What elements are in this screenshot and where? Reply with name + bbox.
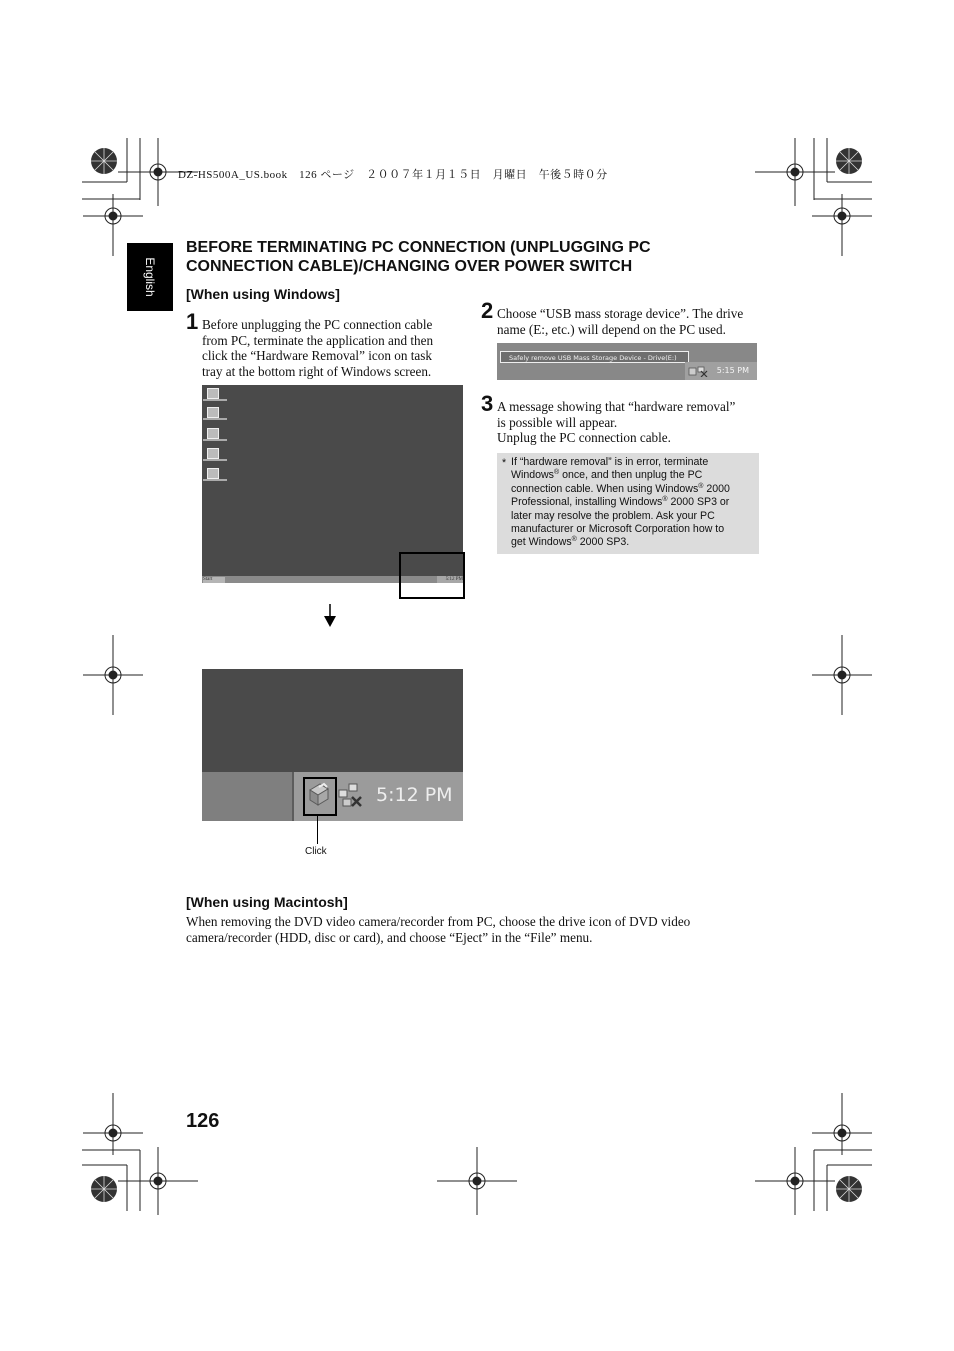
step-3-text [497, 399, 759, 446]
step-1-line: from PC, terminate the application and then [202, 332, 434, 348]
step-1-number: 1 [186, 309, 199, 334]
note-line [511, 469, 747, 482]
language-tab-label: English [143, 257, 157, 297]
note-text: 2000 SP3. [576, 536, 630, 549]
note-line: later may resolve the problem. Ask your PC [511, 509, 715, 522]
note-line: If “hardware removal” is in error, terminate [511, 456, 709, 468]
note-line [511, 496, 747, 509]
step-3-line: is possible will appear. [497, 414, 618, 430]
note-text: once, and then unplug the PC [559, 469, 703, 482]
network-disconnected-icon [337, 782, 363, 808]
tray-icons [688, 365, 708, 377]
note-text: get Windows [511, 536, 572, 549]
running-header: DZ-HS500A_US.book 126 ページ ２００７年１月１５日 月曜日 午後５時０分 [178, 169, 608, 181]
callout-line [317, 814, 318, 844]
step-1-line: click the “Hardware Removal” icon on task [202, 348, 432, 363]
desktop-icon-label [203, 479, 227, 481]
note-line [511, 483, 747, 496]
note-text: Windows [511, 469, 554, 482]
recycle-bin-icon [207, 407, 219, 418]
step-3-line: Unplug the PC connection cable. [497, 430, 671, 445]
note-box [497, 453, 759, 554]
desktop-icon-label [203, 418, 227, 420]
desktop-icon-label [203, 459, 227, 461]
note-text: 2000 [703, 482, 730, 495]
note-text: 2000 SP3 or [667, 496, 730, 509]
step-2-line: name (E:, etc.) will depend on the PC used. [497, 321, 726, 337]
note-line [511, 536, 747, 549]
tray-time: 5:12 PM [437, 576, 463, 583]
arrow-down-icon [323, 604, 337, 628]
desktop-icon-label [203, 439, 227, 441]
usb-removal-screenshot [497, 343, 757, 380]
desktop-icon-label [203, 399, 227, 401]
zoom-highlight-box [399, 552, 465, 599]
step-1-line: Before unplugging the PC connection cable [202, 317, 433, 332]
start-button: Start [203, 577, 225, 583]
my-computer-icon [207, 388, 219, 399]
step-2-number: 2 [481, 298, 494, 323]
note-line: manufacturer or Microsoft Corporation how to [511, 523, 725, 536]
note-asterisk: * [502, 457, 507, 469]
registered-mark: ® [662, 496, 668, 504]
page-number: 126 [186, 1110, 220, 1132]
registered-mark: ® [698, 482, 704, 490]
step-2-text [497, 306, 759, 337]
note-text: connection cable. When using Windows [511, 482, 699, 495]
application-icon [207, 428, 219, 439]
click-callout-label: Click [305, 846, 327, 857]
safely-remove-menu-item[interactable]: Safely remove USB Mass Storage Device - Drive(E:) [500, 351, 689, 363]
step-1-line: tray at the bottom right of Windows screen. [202, 363, 432, 379]
tray-clock: 5:15 PM [716, 366, 749, 375]
application-icon [207, 448, 219, 459]
step-2-line: Choose “USB mass storage device”. The drive [497, 306, 744, 321]
macintosh-line: camera/recorder (HDD, disc or card), and choose “Eject” in the “File” menu. [186, 929, 593, 945]
macintosh-line: When removing the DVD video camera/recorder from PC, choose the drive icon of DVD video [186, 914, 691, 929]
step-1-text [202, 317, 464, 379]
macintosh-text [186, 914, 766, 945]
tray-clock: 5:12 PM [376, 784, 453, 806]
macintosh-heading: [When using Macintosh] [186, 894, 348, 910]
page-title-line-1: BEFORE TERMINATING PC CONNECTION (UNPLUGGING PC [186, 239, 651, 256]
tray-zoom-screenshot [202, 669, 463, 821]
windows-heading: [When using Windows] [186, 286, 340, 302]
application-icon [207, 468, 219, 479]
click-highlight-box [303, 777, 337, 816]
page-title [186, 238, 706, 276]
note-text: Professional, installing Windows [511, 496, 663, 509]
step-3-number: 3 [481, 391, 494, 416]
step-3-line: A message showing that “hardware removal” [497, 399, 736, 414]
registered-mark: ® [553, 469, 560, 477]
language-tab [127, 243, 173, 311]
notification-area [685, 362, 757, 380]
page-title-line-2: CONNECTION CABLE)/CHANGING OVER POWER SWITCH [186, 258, 633, 275]
registered-mark: ® [571, 536, 577, 544]
